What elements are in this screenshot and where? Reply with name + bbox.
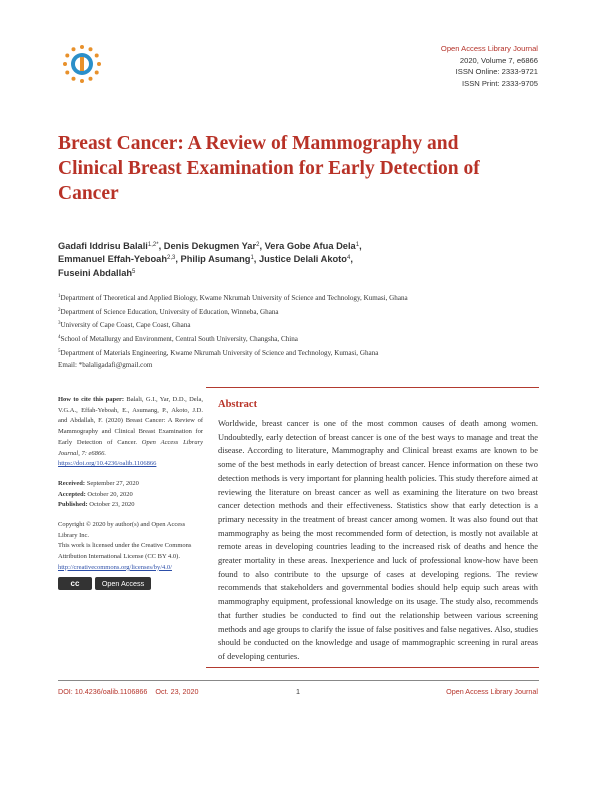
affiliation-text: Department of Theoretical and Applied Biology, Kwame Nkrumah University of Science and Technology, Kumasi, Ghana [60, 294, 408, 302]
footer-doi: DOI: 10.4236/oalib.1106866 [58, 687, 148, 696]
date-value: September 27, 2020 [86, 479, 139, 487]
date-published [58, 500, 203, 511]
oalib-logo-icon [62, 44, 102, 84]
abstract-heading: Abstract [218, 399, 258, 410]
date-value: October 20, 2020 [87, 490, 133, 498]
date-value: October 23, 2020 [89, 501, 135, 509]
footer-left [58, 687, 199, 696]
author-name: Emmanuel Effah-Yeboah [58, 254, 168, 265]
journal-info [441, 43, 538, 89]
cite-text: Balali, G.I., Yar, D.D., Dela, V.G.A., Effah-Yeboah, E., Asumang, P., Akoto, J.D. and Abdallah, F. (2020) Breast Cancer: A Review of Mammography and Clinical Breast Examination for Early Detection of Cancer. [58, 396, 204, 446]
author-separator: , [359, 241, 362, 251]
license-block [58, 520, 203, 590]
affiliation-sup: 4 [58, 335, 61, 341]
affiliation [58, 305, 538, 319]
author-line-3 [58, 266, 528, 279]
cc-icon[interactable]: cc [58, 577, 92, 590]
date-label: Accepted: [58, 490, 86, 498]
copyright-text: Copyright © 2020 by author(s) and Open Access Library Inc. [58, 521, 186, 539]
author-name: Gadafi Iddrisu Balali [58, 241, 148, 251]
affiliation-sup: 5 [58, 348, 61, 354]
author-name: Philip Asumang [180, 254, 251, 265]
license-badges [58, 577, 203, 590]
affiliation [58, 318, 538, 332]
author-separator: , [158, 241, 164, 251]
journal-name: Open Access Library Journal [440, 44, 538, 53]
date-label: Published: [58, 501, 88, 509]
author-name: Fuseini Abdallah [58, 267, 133, 278]
affiliation [58, 291, 538, 305]
author-sup: 2,3 [167, 255, 176, 262]
affiliation-text: Department of Science Education, University of Education, Winneba, Ghana [60, 307, 279, 316]
date-received [58, 479, 203, 490]
affiliation-sup: 1 [58, 294, 61, 299]
date-label: Received: [58, 479, 86, 487]
affiliation-sup: 2 [58, 307, 61, 313]
issn-online: ISSN Online: 2333-9721 [455, 67, 538, 77]
sidebar-info [58, 395, 203, 590]
author-sup: 5 [132, 268, 136, 275]
affiliation [58, 332, 538, 346]
author-name: Justice Delali Akoto [258, 254, 347, 265]
author-sup: 2 [256, 242, 260, 248]
author-separator: , [350, 254, 353, 265]
date-accepted [58, 490, 203, 501]
dates-block [58, 479, 203, 511]
footer-date: Oct. 23, 2020 [155, 687, 199, 696]
affiliations [58, 291, 538, 371]
footer-rule [58, 680, 539, 681]
email[interactable]: Email: *balaligadafi@gmail.com [58, 360, 153, 369]
author-separator: , [259, 241, 265, 251]
abstract-text: Worldwide, breast cancer is one of the most common causes of death among women. Undoubtedly, early detection of breast cancer is one of the best ways to manage and treat the disease. According to literature, Mammography and Clinical breast exams are known to be some of the best methods in early detection of breast cancer. Hence information on these two detection methods is very important for planning health policies. This study therefore aimed at reviewing the literature on breast cancer as well as examining the literature on two breast cancer detection methods and their effectiveness. Statistics show that early detection is a primary necessity in the treatment of breast cancer among women. It was also found out that mammography as being the most recommended form of detection, is mostly not available at remote areas in developing countries leading to the increased risk of deaths and hence the greater mortality in these areas. Inexperience and luck of professional know-how have been found to also contribute to the upsurge of cases at developing regions. The review recommends that stakeholders and governmental bodies should help equip such areas with mammography equipment, professional knowledge on its usage. The study also, recommends that further studies be conducted to find out the relationship between various screening methods and age groups to clarify the issue of false positives and false negatives. Also, studies should be conducted on the knowledge and usage of mammographic screening in rural areas of developing centuries. [218, 418, 538, 661]
abstract-top-rule [206, 387, 539, 388]
author-line-1 [58, 239, 528, 252]
paper-title: Breast Cancer: A Review of Mammography and Clinical Breast Examination for Early Detection of Cancer [58, 133, 480, 204]
cite-doi-link[interactable]: https://doi.org/10.4236/oalib.1106866 [58, 460, 157, 468]
author-line-2 [58, 252, 528, 265]
abstract-bottom-rule [206, 667, 539, 668]
cite-block [58, 395, 203, 470]
cite-journal: Open Access Library Journal [58, 438, 203, 457]
author-list [58, 239, 528, 279]
author-sup: 4 [346, 255, 351, 262]
journal-volume: 2020, Volume 7, e6866 [459, 55, 538, 65]
cite-volume: , 7: e6866. [78, 449, 107, 457]
footer-journal: Open Access Library Journal [446, 687, 538, 696]
author-separator: , [253, 254, 259, 265]
affiliation [58, 346, 538, 360]
author-name: Denis Dekugmen Yar [163, 241, 257, 251]
open-access-badge[interactable]: Open Access [95, 577, 151, 590]
author-sup: 1 [250, 255, 254, 262]
affiliation-text: Department of Materials Engineering, Kwame Nkrumah University of Science and Technology, Kumasi, Ghana [60, 348, 379, 357]
author-sup: 1 [355, 242, 360, 248]
cite-label: How to cite this paper: [58, 396, 125, 403]
author-name: Vera Gobe Afua Dela [264, 241, 356, 251]
page-number: 1 [296, 687, 300, 696]
affiliation-text: University of Cape Coast, Cape Coast, Ghana [60, 321, 191, 330]
author-sup: 1,2* [147, 242, 159, 248]
author-separator: , [175, 254, 181, 265]
license-text: This work is licensed under the Creative Commons Attribution International License (CC BY 4.0). [58, 542, 192, 561]
issn-print: ISSN Print: 2333-9705 [462, 78, 538, 88]
affiliation-sup: 3 [58, 321, 61, 327]
license-link[interactable]: http://creativecommons.org/licenses/by/4.0/ [58, 563, 172, 571]
affiliation-text: School of Metallurgy and Environment, Central South University, Changsha, China [60, 335, 298, 344]
